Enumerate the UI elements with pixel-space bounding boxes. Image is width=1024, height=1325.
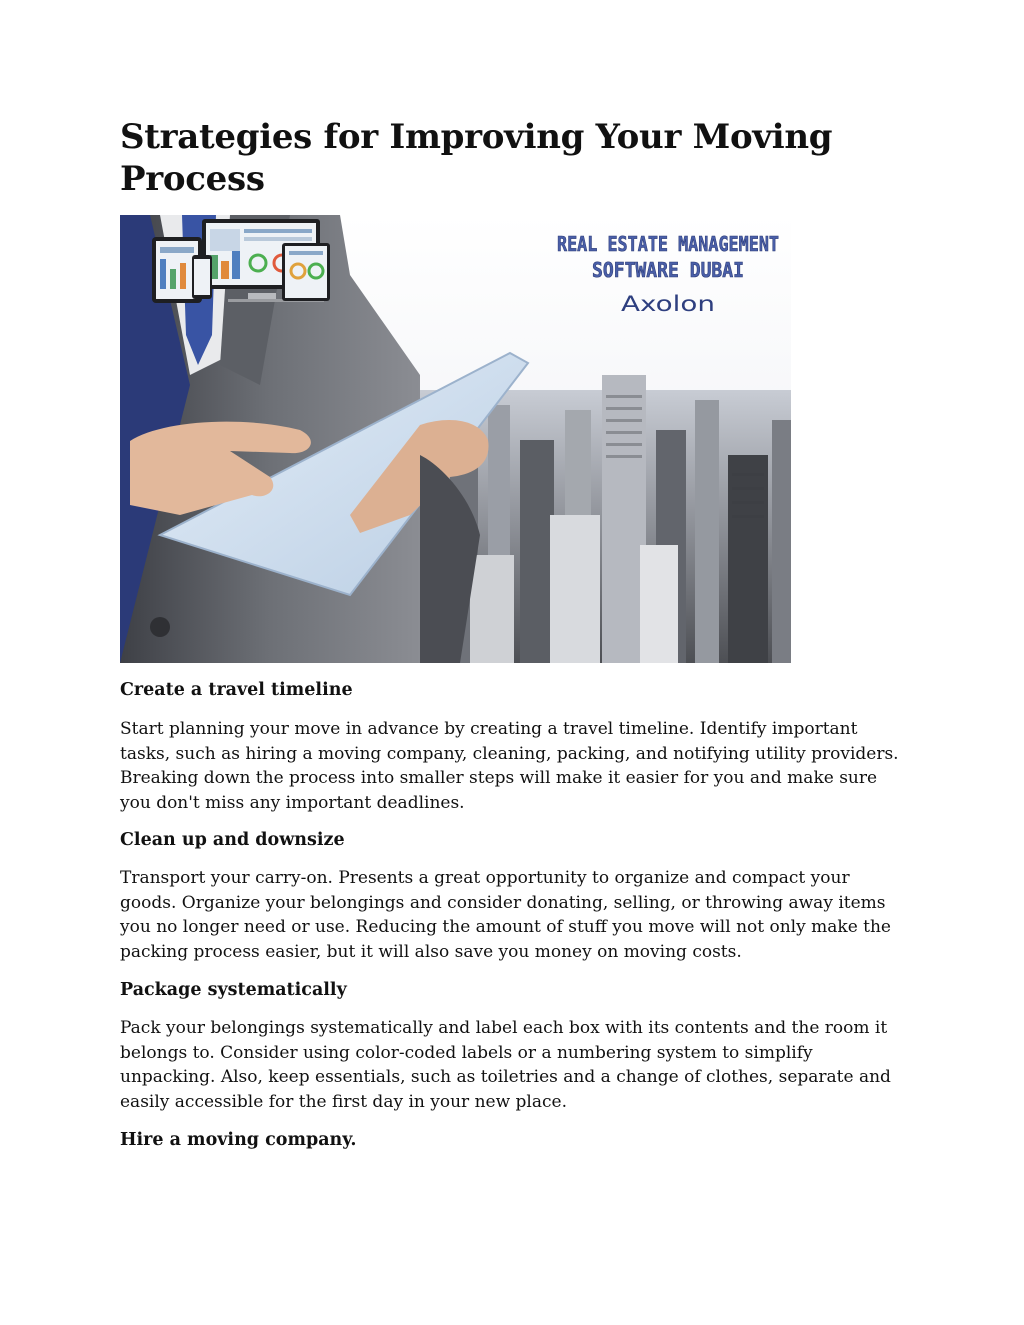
banner-line-2: SOFTWARE DUBAI: [592, 258, 744, 282]
section-heading-clean-up: Clean up and downsize: [120, 830, 345, 850]
page-title: Strategies for Improving Your Moving Process: [120, 117, 833, 199]
axolon-logo: Axolon: [621, 292, 715, 316]
section-heading-hire-mover: Hire a moving company.: [120, 1130, 357, 1150]
section-body-travel-timeline: Start planning your move in advance by creating a travel timeline. Identify important tasks, such as hiring a moving company, cleaning, packing, and notifying utility providers. Breaking down the process into smaller steps will make it easier for you and make sure you don't miss any important deadlines.: [120, 719, 899, 813]
section-body-clean-up: Transport your carry-on. Presents a great opportunity to organize and compact your goods. Organize your belongings and consider donating, selling, or throwing away items you no longer need or use. Reducing the amount of stuff you move will not only make the packing process easier, but it will also save you money on moving costs.: [120, 868, 891, 962]
section-heading-package: Package systematically: [120, 980, 347, 1000]
hero-image: [120, 215, 791, 663]
banner-line-1: REAL ESTATE MANAGEMENT: [557, 232, 779, 256]
section-body-package: Pack your belongings systematically and label each box with its contents and the room it belongs to. Consider using color-coded labels or a numbering system to simplify unpacking. Also, keep essentials, such as toiletries and a change of clothes, separate and easily accessible for the first day in your new place.: [120, 1018, 891, 1112]
section-heading-travel-timeline: Create a travel timeline: [120, 680, 353, 700]
